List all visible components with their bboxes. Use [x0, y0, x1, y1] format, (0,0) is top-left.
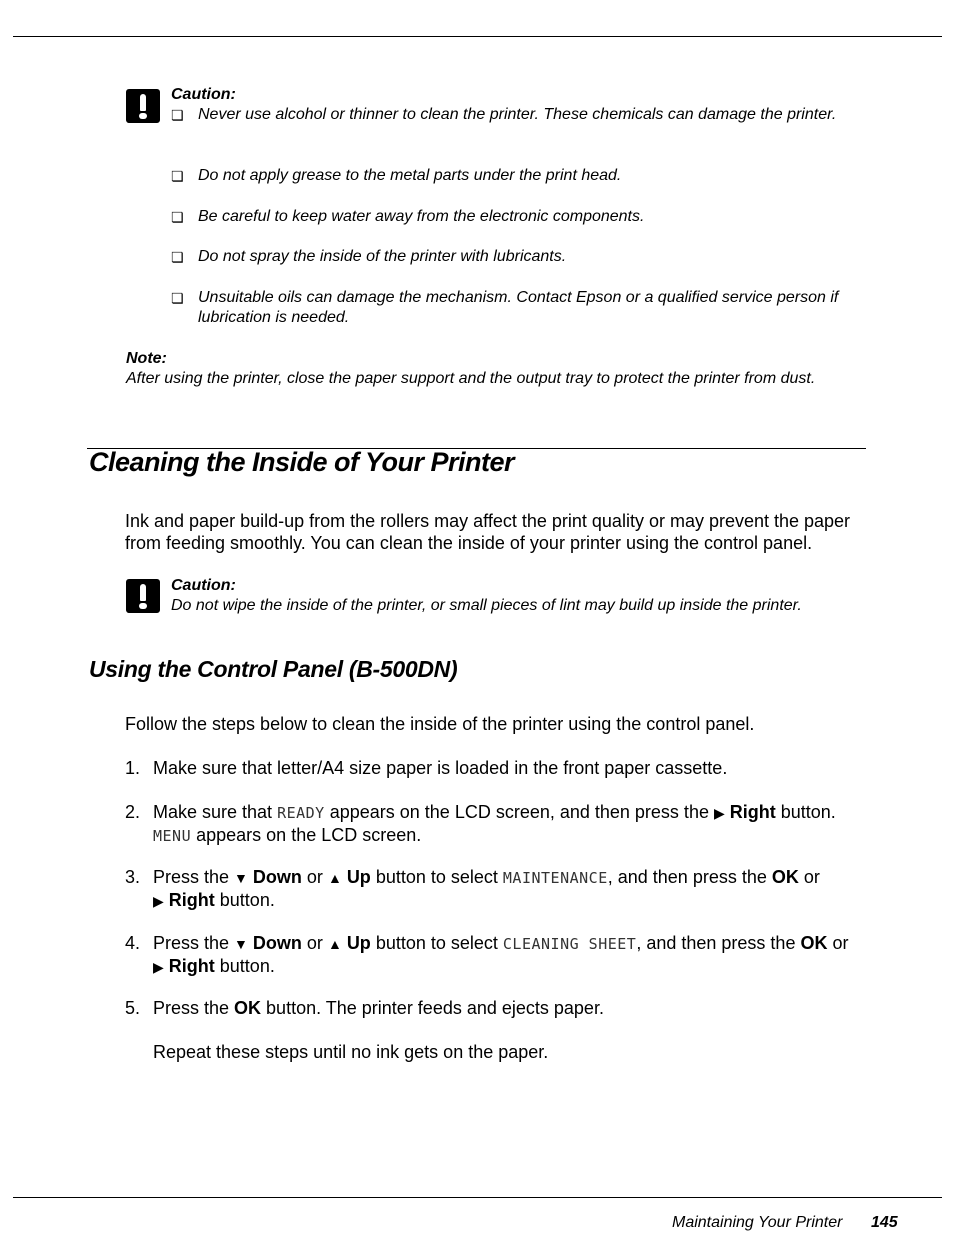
step-number: 2.: [125, 802, 141, 822]
right-arrow-icon: ▶: [713, 805, 725, 821]
right-arrow-icon: ▶: [153, 893, 164, 909]
caution-label: Caution:: [171, 577, 236, 594]
checkbox-bullet-icon: ❏: [171, 107, 184, 123]
caution-icon: [126, 579, 160, 613]
caution-icon: [126, 89, 160, 123]
caution-item: Never use alcohol or thinner to clean the printer. These chemicals can damage the printer.: [198, 106, 837, 123]
down-arrow-icon: ▼: [234, 936, 248, 952]
lcd-text: CLEANING SHEET: [502, 935, 637, 953]
step-text: Press the OK button. The printer feeds and ejects paper.: [153, 998, 604, 1018]
note-text: After using the printer, close the paper support and the output tray to protect the printer from dust.: [126, 370, 816, 387]
subsection-intro: Follow the steps below to clean the inside of the printer using the control panel.: [125, 714, 755, 734]
caution-item: Do not spray the inside of the printer with lubricants.: [198, 248, 567, 265]
caution-item: Do not apply grease to the metal parts under the print head.: [198, 167, 622, 184]
checkbox-bullet-icon: ❏: [171, 249, 184, 265]
note-label: Note:: [126, 350, 167, 367]
step-number: 3.: [125, 867, 141, 887]
step-number: 5.: [125, 998, 141, 1018]
subsection-title: Using the Control Panel (B-500DN): [89, 656, 458, 682]
right-arrow-icon: ▶: [153, 959, 164, 975]
step-text: Make sure that READY appears on the LCD screen, and then press the ▶ Right button. MENU appears on the LCD screen.: [153, 802, 836, 845]
lcd-text: MENU: [153, 827, 192, 845]
step-text: Make sure that letter/A4 size paper is loaded in the front paper cassette.: [153, 758, 728, 778]
up-arrow-icon: ▲: [327, 870, 342, 886]
caution-text: Do not wipe the inside of the printer, or small pieces of lint may build up inside the printer.: [171, 597, 802, 614]
step-number: 4.: [125, 933, 141, 953]
section-title: Cleaning the Inside of Your Printer: [89, 447, 515, 477]
header-rule: [13, 36, 942, 37]
down-arrow-icon: ▼: [234, 870, 248, 886]
step-number: 1.: [125, 758, 141, 778]
step-note: Repeat these steps until no ink gets on the paper.: [153, 1042, 549, 1062]
checkbox-bullet-icon: ❏: [171, 209, 184, 225]
caution-label: Caution:: [171, 86, 236, 103]
page-number: 145: [871, 1214, 898, 1231]
up-arrow-icon: ▲: [327, 936, 342, 952]
checkbox-bullet-icon: ❏: [171, 290, 184, 306]
section-intro: Ink and paper build-up from the rollers may affect the print quality or may prevent the paper from feeding smoothly. You can clean the inside of your printer using the control panel.: [125, 511, 851, 553]
footer-rule: [13, 1197, 942, 1198]
step-text: Press the ▼ Down or ▲ Up button to select MAINTENANCE, and then press the OK or ▶ Right button.: [153, 867, 820, 910]
footer-chapter: Maintaining Your Printer: [672, 1214, 843, 1231]
caution-item: Unsuitable oils can damage the mechanism. Contact Epson or a qualified service person if lubrication is needed.: [198, 289, 839, 326]
caution-item: Be careful to keep water away from the electronic components.: [198, 208, 645, 225]
checkbox-bullet-icon: ❏: [171, 168, 184, 184]
step-text: Press the ▼ Down or ▲ Up button to select CLEANING SHEET, and then press the OK or ▶ Right button.: [153, 933, 849, 976]
lcd-text: READY: [277, 804, 325, 822]
lcd-text: MAINTENANCE: [502, 869, 608, 887]
